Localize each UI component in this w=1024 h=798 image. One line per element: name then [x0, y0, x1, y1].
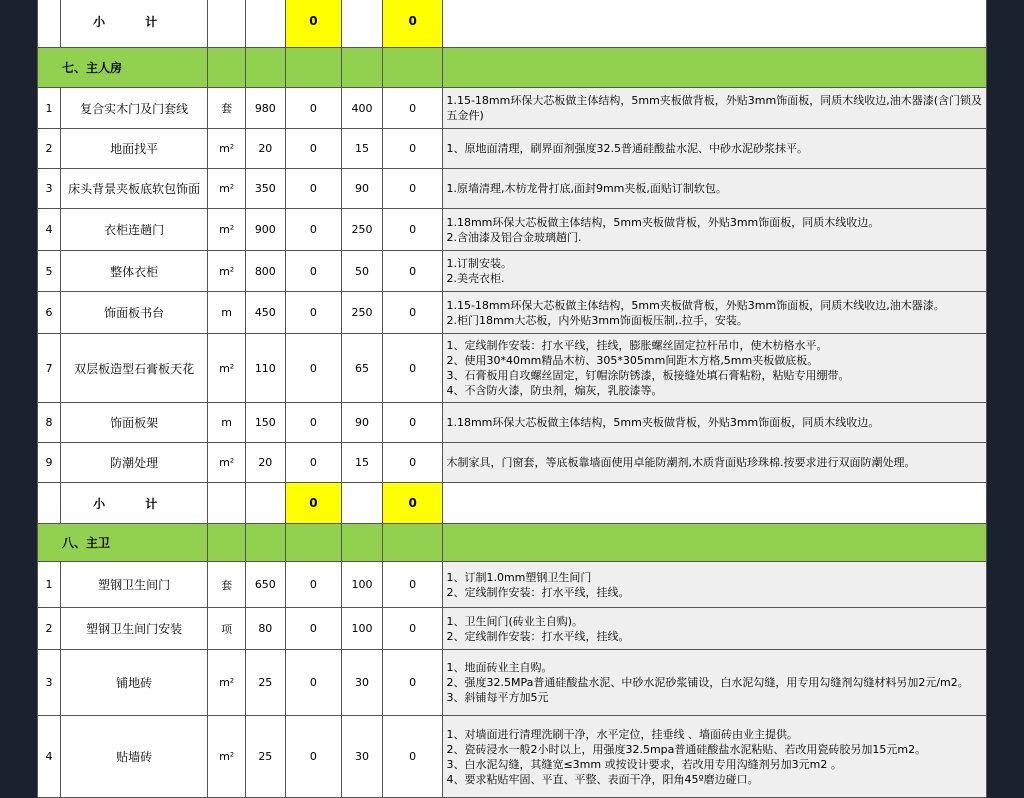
item-no: 5 — [38, 251, 61, 292]
item-no: 1 — [38, 562, 61, 608]
item-unit: 套 — [208, 88, 246, 129]
table-row — [38, 562, 987, 608]
empty-cell — [342, 483, 383, 524]
item-price: 20 — [245, 129, 285, 169]
item-quantity: 0 — [285, 292, 341, 334]
item-description: 1、定线制作安装：打水平线，挂线，膨胀螺丝固定拉杆吊巾，使木枋格水平。 2、使用30*40mm精品木枋、305*305mm间距木方格,5mm夹板做底板。 3、石膏板用自攻螺丝固定，钉帽涂防锈漆，板接缝处填石膏粘粉，粘贴专用绷带。 4、不含防火漆，防虫剂，煽灰，乳胶漆等。 — [443, 334, 987, 403]
item-description: 木制家具，门窗套，等底板靠墙面使用卓能防潮剂,木质背面贴珍珠棉.按要求进行双面防潮处理。 — [443, 443, 987, 483]
item-no: 4 — [38, 716, 61, 798]
item-labor: 30 — [342, 716, 383, 798]
item-unit: m² — [208, 650, 246, 716]
item-total: 0 — [382, 88, 443, 129]
table-row — [38, 608, 987, 650]
item-name: 饰面板架 — [60, 403, 207, 443]
item-description: 1、原地面清理，刷界面剂强度32.5普通硅酸盐水泥、中砂水泥砂浆抹平。 — [443, 129, 987, 169]
section-header-row — [38, 48, 987, 88]
item-price: 800 — [245, 251, 285, 292]
item-total: 0 — [382, 129, 443, 169]
item-quantity: 0 — [285, 650, 341, 716]
item-description: 1.18mm环保大芯板做主体结构，5mm夹板做背板，外贴3mm饰面板，同质木线收边。 2.含油漆及铝合金玻璃趟门. — [443, 209, 987, 251]
item-quantity: 0 — [285, 169, 341, 209]
empty-cell — [245, 483, 285, 524]
item-name: 防潮处理 — [60, 443, 207, 483]
item-price: 25 — [245, 650, 285, 716]
empty-cell — [382, 524, 443, 562]
item-name: 贴墙砖 — [60, 716, 207, 798]
item-name: 床头背景夹板底软包饰面 — [60, 169, 207, 209]
subtotal-row — [38, 0, 987, 48]
item-no: 1 — [38, 88, 61, 129]
empty-cell — [443, 524, 987, 562]
table-row — [38, 251, 987, 292]
item-description: 1.18mm环保大芯板做主体结构，5mm夹板做背板，外贴3mm饰面板，同质木线收边。 — [443, 403, 987, 443]
table-row — [38, 88, 987, 129]
table-row — [38, 334, 987, 403]
item-price: 110 — [245, 334, 285, 403]
item-no: 6 — [38, 292, 61, 334]
item-labor: 100 — [342, 608, 383, 650]
item-labor: 100 — [342, 562, 383, 608]
subtotal-label: 小 计 — [60, 0, 207, 48]
empty-cell — [443, 483, 987, 524]
item-no: 2 — [38, 608, 61, 650]
subtotal-value-a: 0 — [285, 483, 341, 524]
item-price: 350 — [245, 169, 285, 209]
item-name: 双层板造型石膏板天花 — [60, 334, 207, 403]
subtotal-value-b: 0 — [382, 483, 443, 524]
item-unit: m² — [208, 334, 246, 403]
item-quantity: 0 — [285, 403, 341, 443]
item-total: 0 — [382, 562, 443, 608]
empty-cell — [208, 524, 246, 562]
item-labor: 15 — [342, 443, 383, 483]
item-quantity: 0 — [285, 209, 341, 251]
item-price: 150 — [245, 403, 285, 443]
quotation-sheet — [37, 0, 987, 798]
subtotal-label: 小 计 — [60, 483, 207, 524]
item-name: 塑钢卫生间门 — [60, 562, 207, 608]
item-total: 0 — [382, 608, 443, 650]
item-quantity: 0 — [285, 334, 341, 403]
item-unit: m² — [208, 443, 246, 483]
subtotal-row — [38, 483, 987, 524]
subtotal-value-a: 0 — [285, 0, 341, 48]
item-name: 衣柜连趟门 — [60, 209, 207, 251]
item-no: 9 — [38, 443, 61, 483]
item-quantity: 0 — [285, 608, 341, 650]
item-price: 25 — [245, 716, 285, 798]
item-unit: m² — [208, 209, 246, 251]
item-quantity: 0 — [285, 129, 341, 169]
item-total: 0 — [382, 209, 443, 251]
item-total: 0 — [382, 403, 443, 443]
item-name: 塑钢卫生间门安装 — [60, 608, 207, 650]
item-unit: m² — [208, 251, 246, 292]
item-name: 饰面板书台 — [60, 292, 207, 334]
item-price: 900 — [245, 209, 285, 251]
item-labor: 250 — [342, 209, 383, 251]
item-total: 0 — [382, 443, 443, 483]
table-row — [38, 716, 987, 798]
item-price: 80 — [245, 608, 285, 650]
table-row — [38, 403, 987, 443]
item-description: 1.15-18mm环保大芯板做主体结构，5mm夹板做背板，外贴3mm饰面板，同质木线收边,油木器漆(含门锁及五金件) — [443, 88, 987, 129]
item-labor: 15 — [342, 129, 383, 169]
item-quantity: 0 — [285, 88, 341, 129]
item-labor: 65 — [342, 334, 383, 403]
item-price: 980 — [245, 88, 285, 129]
item-labor: 400 — [342, 88, 383, 129]
empty-cell — [285, 524, 341, 562]
section-title: 七、主人房 — [38, 48, 208, 88]
item-unit: 项 — [208, 608, 246, 650]
item-total: 0 — [382, 650, 443, 716]
item-name: 地面找平 — [60, 129, 207, 169]
item-no: 3 — [38, 650, 61, 716]
item-description: 1.原墙清理,木枋龙骨打底,面封9mm夹板,面贴订制软包。 — [443, 169, 987, 209]
table-row — [38, 292, 987, 334]
section-title: 八、主卫 — [38, 524, 208, 562]
item-description: 1、对墙面进行清理洗刷干净，水平定位，挂垂线 、墙面砖由业主提供。 2、瓷砖浸水一般2小时以上，用强度32.5mpa普通硅酸盐水泥粘贴、若改用瓷砖胶另加15元m2。 3、白水泥勾缝，其缝宽≤3mm 或按设计要求，若改用专用沟缝剂另加3元m2 。 4、要求粘贴牢固、平直、平整、表面干净，阳角45º磨边碰口。 — [443, 716, 987, 798]
item-description: 1、订制1.0mm塑钢卫生间门 2、定线制作安装：打水平线，挂线。 — [443, 562, 987, 608]
item-no: 3 — [38, 169, 61, 209]
subtotal-value-b: 0 — [382, 0, 443, 48]
item-total: 0 — [382, 334, 443, 403]
table-row — [38, 443, 987, 483]
item-unit: m² — [208, 169, 246, 209]
item-no: 4 — [38, 209, 61, 251]
table-row — [38, 169, 987, 209]
item-description: 1.订制安装。 2.美壳衣柜. — [443, 251, 987, 292]
table-body — [38, 0, 987, 798]
empty-cell — [245, 524, 285, 562]
item-no: 7 — [38, 334, 61, 403]
item-name: 复合实木门及门套线 — [60, 88, 207, 129]
item-price: 20 — [245, 443, 285, 483]
empty-cell — [208, 483, 246, 524]
item-labor: 90 — [342, 169, 383, 209]
item-unit: m — [208, 403, 246, 443]
item-labor: 30 — [342, 650, 383, 716]
empty-cell — [342, 524, 383, 562]
table-row — [38, 129, 987, 169]
item-no: 8 — [38, 403, 61, 443]
item-description: 1、地面砖业主自购。 2、强度32.5MPa普通硅酸盐水泥、中砂水泥砂浆铺设，白水泥勾缝，用专用勾缝剂勾缝材料另加2元/m2。 3、斜铺每平方加5元 — [443, 650, 987, 716]
item-total: 0 — [382, 716, 443, 798]
item-quantity: 0 — [285, 251, 341, 292]
item-name: 铺地砖 — [60, 650, 207, 716]
item-description: 1.15-18mm环保大芯板做主体结构，5mm夹板做背板，外贴3mm饰面板，同质木线收边,油木器漆。 2.柜门18mm大芯板，内外贴3mm饰面板压制,.拉手，安装。 — [443, 292, 987, 334]
item-labor: 90 — [342, 403, 383, 443]
item-unit: m — [208, 292, 246, 334]
item-description: 1、卫生间门(砖业主自购)。 2、定线制作安装：打水平线，挂线。 — [443, 608, 987, 650]
item-unit: m² — [208, 129, 246, 169]
item-quantity: 0 — [285, 443, 341, 483]
item-total: 0 — [382, 169, 443, 209]
item-quantity: 0 — [285, 562, 341, 608]
item-no: 2 — [38, 129, 61, 169]
table-row — [38, 650, 987, 716]
item-price: 650 — [245, 562, 285, 608]
item-quantity: 0 — [285, 716, 341, 798]
item-total: 0 — [382, 292, 443, 334]
section-header-row — [38, 524, 987, 562]
table-row — [38, 209, 987, 251]
item-labor: 250 — [342, 292, 383, 334]
quotation-table — [37, 0, 987, 798]
empty-cell — [38, 483, 61, 524]
item-total: 0 — [382, 251, 443, 292]
item-price: 450 — [245, 292, 285, 334]
item-labor: 50 — [342, 251, 383, 292]
item-name: 整体衣柜 — [60, 251, 207, 292]
item-unit: 套 — [208, 562, 246, 608]
item-unit: m² — [208, 716, 246, 798]
